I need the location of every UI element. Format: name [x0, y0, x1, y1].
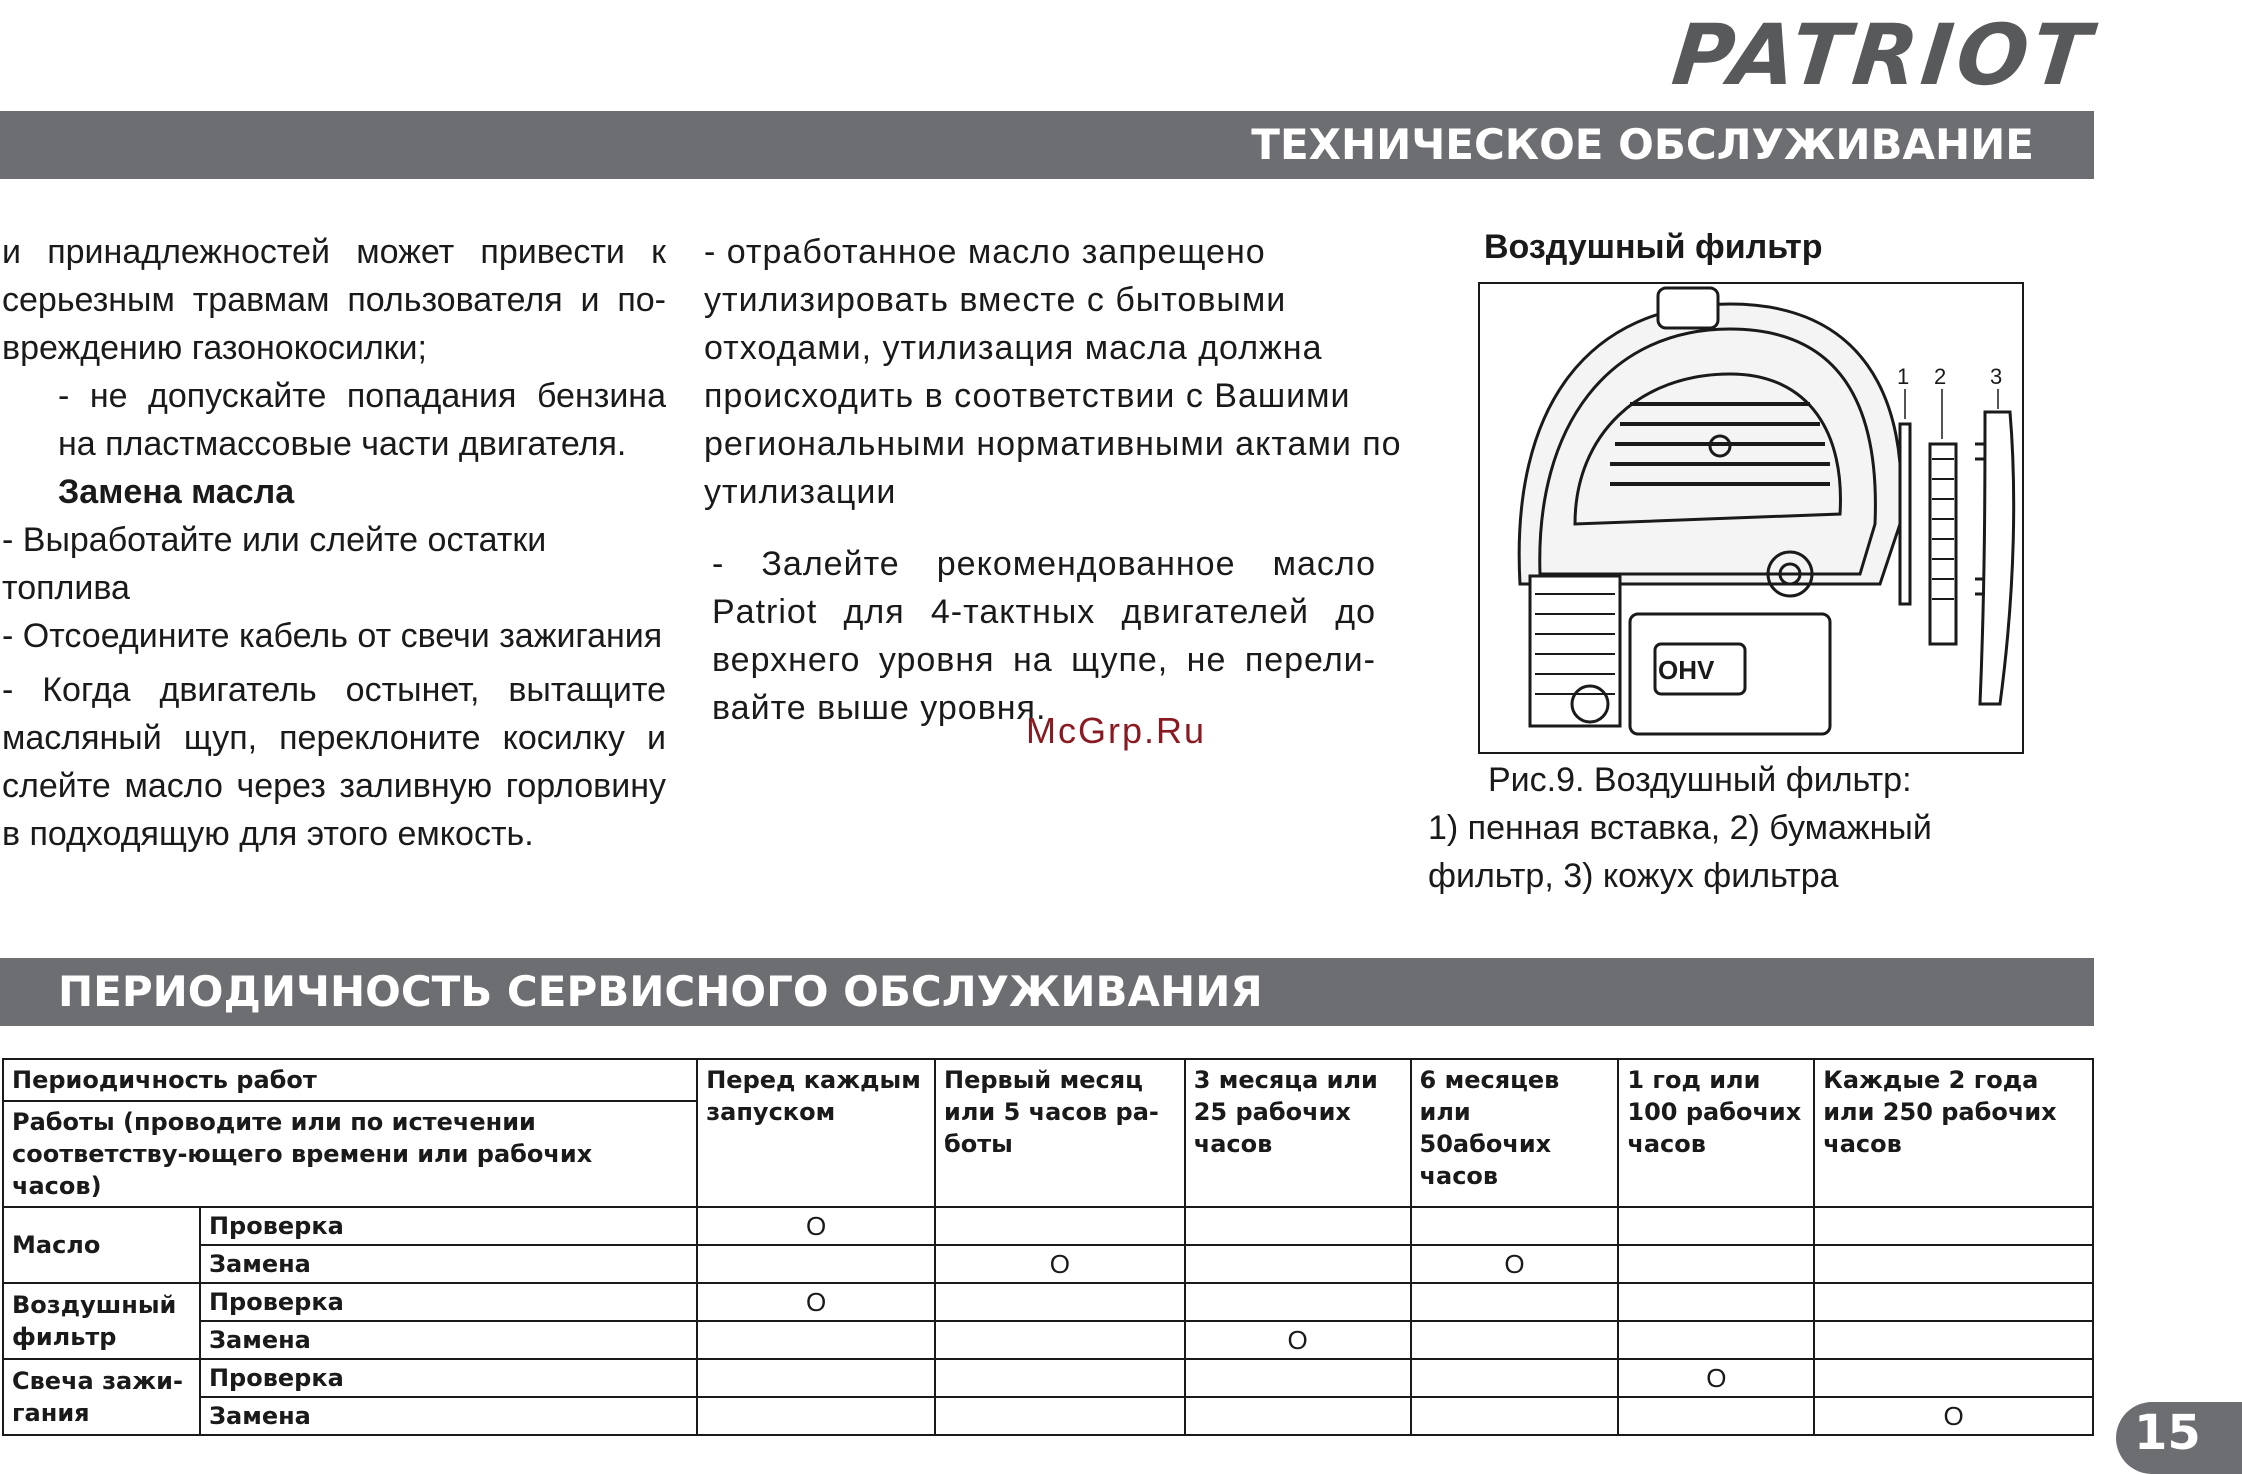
schedule-mark — [1185, 1245, 1411, 1283]
air-filter-figure — [1478, 282, 2024, 754]
schedule-mark — [1814, 1207, 2093, 1245]
column-2 — [704, 228, 1444, 516]
table-row — [3, 1283, 2093, 1321]
schedule-mark — [1618, 1397, 1814, 1435]
column-1 — [2, 228, 666, 858]
schedule-mark — [935, 1397, 1185, 1435]
table-row — [3, 1321, 2093, 1359]
schedule-mark — [935, 1321, 1185, 1359]
schedule-mark — [697, 1245, 935, 1283]
schedule-mark — [697, 1359, 935, 1397]
schedule-mark — [1185, 1283, 1411, 1321]
table-row — [3, 1245, 2093, 1283]
page-number: 15 — [2116, 1402, 2242, 1474]
schedule-mark — [1411, 1359, 1619, 1397]
table-header-row-1 — [3, 1059, 2093, 1101]
group-label: Масло — [3, 1207, 200, 1283]
schedule-mark — [697, 1321, 935, 1359]
group-label: Воздушный фильтр — [3, 1283, 200, 1359]
header-title: ТЕХНИЧЕСКОЕ ОБСЛУЖИВАНИЕ — [1251, 120, 2034, 169]
schedule-mark — [1185, 1359, 1411, 1397]
schedule-mark — [1814, 1283, 2093, 1321]
schedule-mark — [1185, 1397, 1411, 1435]
schedule-mark — [697, 1397, 935, 1435]
schedule-mark — [935, 1207, 1185, 1245]
schedule-mark — [1411, 1283, 1619, 1321]
schedule-mark — [935, 1283, 1185, 1321]
schedule-mark: O — [1185, 1321, 1411, 1359]
table-row — [3, 1359, 2093, 1397]
period-header: 6 месяцев или 50абочих часов — [1411, 1059, 1619, 1207]
col1-paragraph-5: - Когда двигатель остынет, вытащите масляный щуп, переклоните косилку и слейте масло через заливную горловину в подходящую для этого емкость. — [2, 671, 666, 853]
action-label: Проверка — [200, 1359, 697, 1397]
schedule-mark: O — [935, 1245, 1185, 1283]
section-band — [0, 958, 2094, 1026]
header-periodicity: Периодичность работ — [3, 1059, 697, 1101]
schedule-mark: O — [1814, 1397, 2093, 1435]
figure-label-3: 3 — [1990, 364, 2003, 389]
schedule-mark — [935, 1359, 1185, 1397]
engine-illustration — [1480, 284, 2022, 752]
schedule-mark — [1618, 1245, 1814, 1283]
figure-title: Воздушный фильтр — [1484, 228, 1823, 266]
table-row — [3, 1207, 2093, 1245]
column-2-lower — [712, 540, 1376, 732]
schedule-mark: O — [1618, 1359, 1814, 1397]
schedule-mark: O — [1411, 1245, 1619, 1283]
col1-paragraph-2: - не допускайте попадания бензина на пластмассовые части двигателя. — [58, 377, 666, 463]
schedule-mark: O — [697, 1283, 935, 1321]
schedule-mark — [1814, 1245, 2093, 1283]
brand-logo: PATRIOT — [1668, 6, 2100, 104]
period-header: 1 год или 100 рабочих часов — [1618, 1059, 1814, 1207]
group-label: Свеча зажи-гания — [3, 1359, 200, 1435]
figure-label-2: 2 — [1934, 364, 1947, 389]
ohv-badge: OHV — [1658, 655, 1715, 685]
figure-caption-line-2: 1) пенная вставка, 2) бумажный фильтр, 3) кожух фильтра — [1428, 809, 1932, 895]
schedule-mark — [1185, 1207, 1411, 1245]
schedule-mark — [1618, 1321, 1814, 1359]
col2-paragraph-2: - Залейте рекомендованное масло Patriot для 4-тактных двигателей до верхнего уровня на щупе, не перели-вайте выше уровня. — [712, 545, 1376, 727]
period-header: Каждые 2 года или 250 рабочих часов — [1814, 1059, 2093, 1207]
period-header: 3 месяца или 25 рабочих часов — [1185, 1059, 1411, 1207]
table-row — [3, 1397, 2093, 1435]
schedule-mark — [1618, 1207, 1814, 1245]
figure-caption-line-1: Рис.9. Воздушный фильтр: — [1488, 761, 1912, 799]
service-schedule-table — [2, 1058, 2094, 1436]
period-header: Первый месяц или 5 часов ра-боты — [935, 1059, 1185, 1207]
schedule-mark — [1411, 1397, 1619, 1435]
figure-caption — [1428, 756, 2048, 900]
action-label: Замена — [200, 1397, 697, 1435]
action-label: Проверка — [200, 1283, 697, 1321]
col1-paragraph-4: - Отсоедините кабель от свечи зажигания — [2, 617, 663, 655]
watermark: McGrp.Ru — [1026, 710, 1207, 751]
schedule-mark — [1814, 1359, 2093, 1397]
col1-paragraph-1: и принадлежностей может привести к серьезным травмам пользователя и по-вреждению газонокосилки; — [2, 233, 666, 367]
action-label: Проверка — [200, 1207, 697, 1245]
col1-paragraph-3: - Выработайте или слейте остатки топлива — [2, 521, 547, 607]
header-band — [0, 111, 2094, 179]
oil-change-heading: Замена масла — [58, 473, 295, 511]
schedule-mark: O — [697, 1207, 935, 1245]
action-label: Замена — [200, 1321, 697, 1359]
col2-paragraph-1: - отработанное масло запрещено утилизировать вместе с бытовыми отходами, утилизация масла должна происходить в соответствии с Вашими региональными нормативными актами по утилизации — [704, 233, 1402, 511]
period-header: Перед каждым запуском — [697, 1059, 935, 1207]
figure-label-1: 1 — [1897, 364, 1910, 389]
header-works: Работы (проводите или по истечении соответству-ющего времени или рабочих часов) — [3, 1101, 697, 1207]
section-title: ПЕРИОДИЧНОСТЬ СЕРВИСНОГО ОБСЛУЖИВАНИЯ — [58, 967, 1263, 1016]
schedule-mark — [1411, 1207, 1619, 1245]
action-label: Замена — [200, 1245, 697, 1283]
schedule-mark — [1814, 1321, 2093, 1359]
schedule-mark — [1411, 1321, 1619, 1359]
schedule-mark — [1618, 1283, 1814, 1321]
